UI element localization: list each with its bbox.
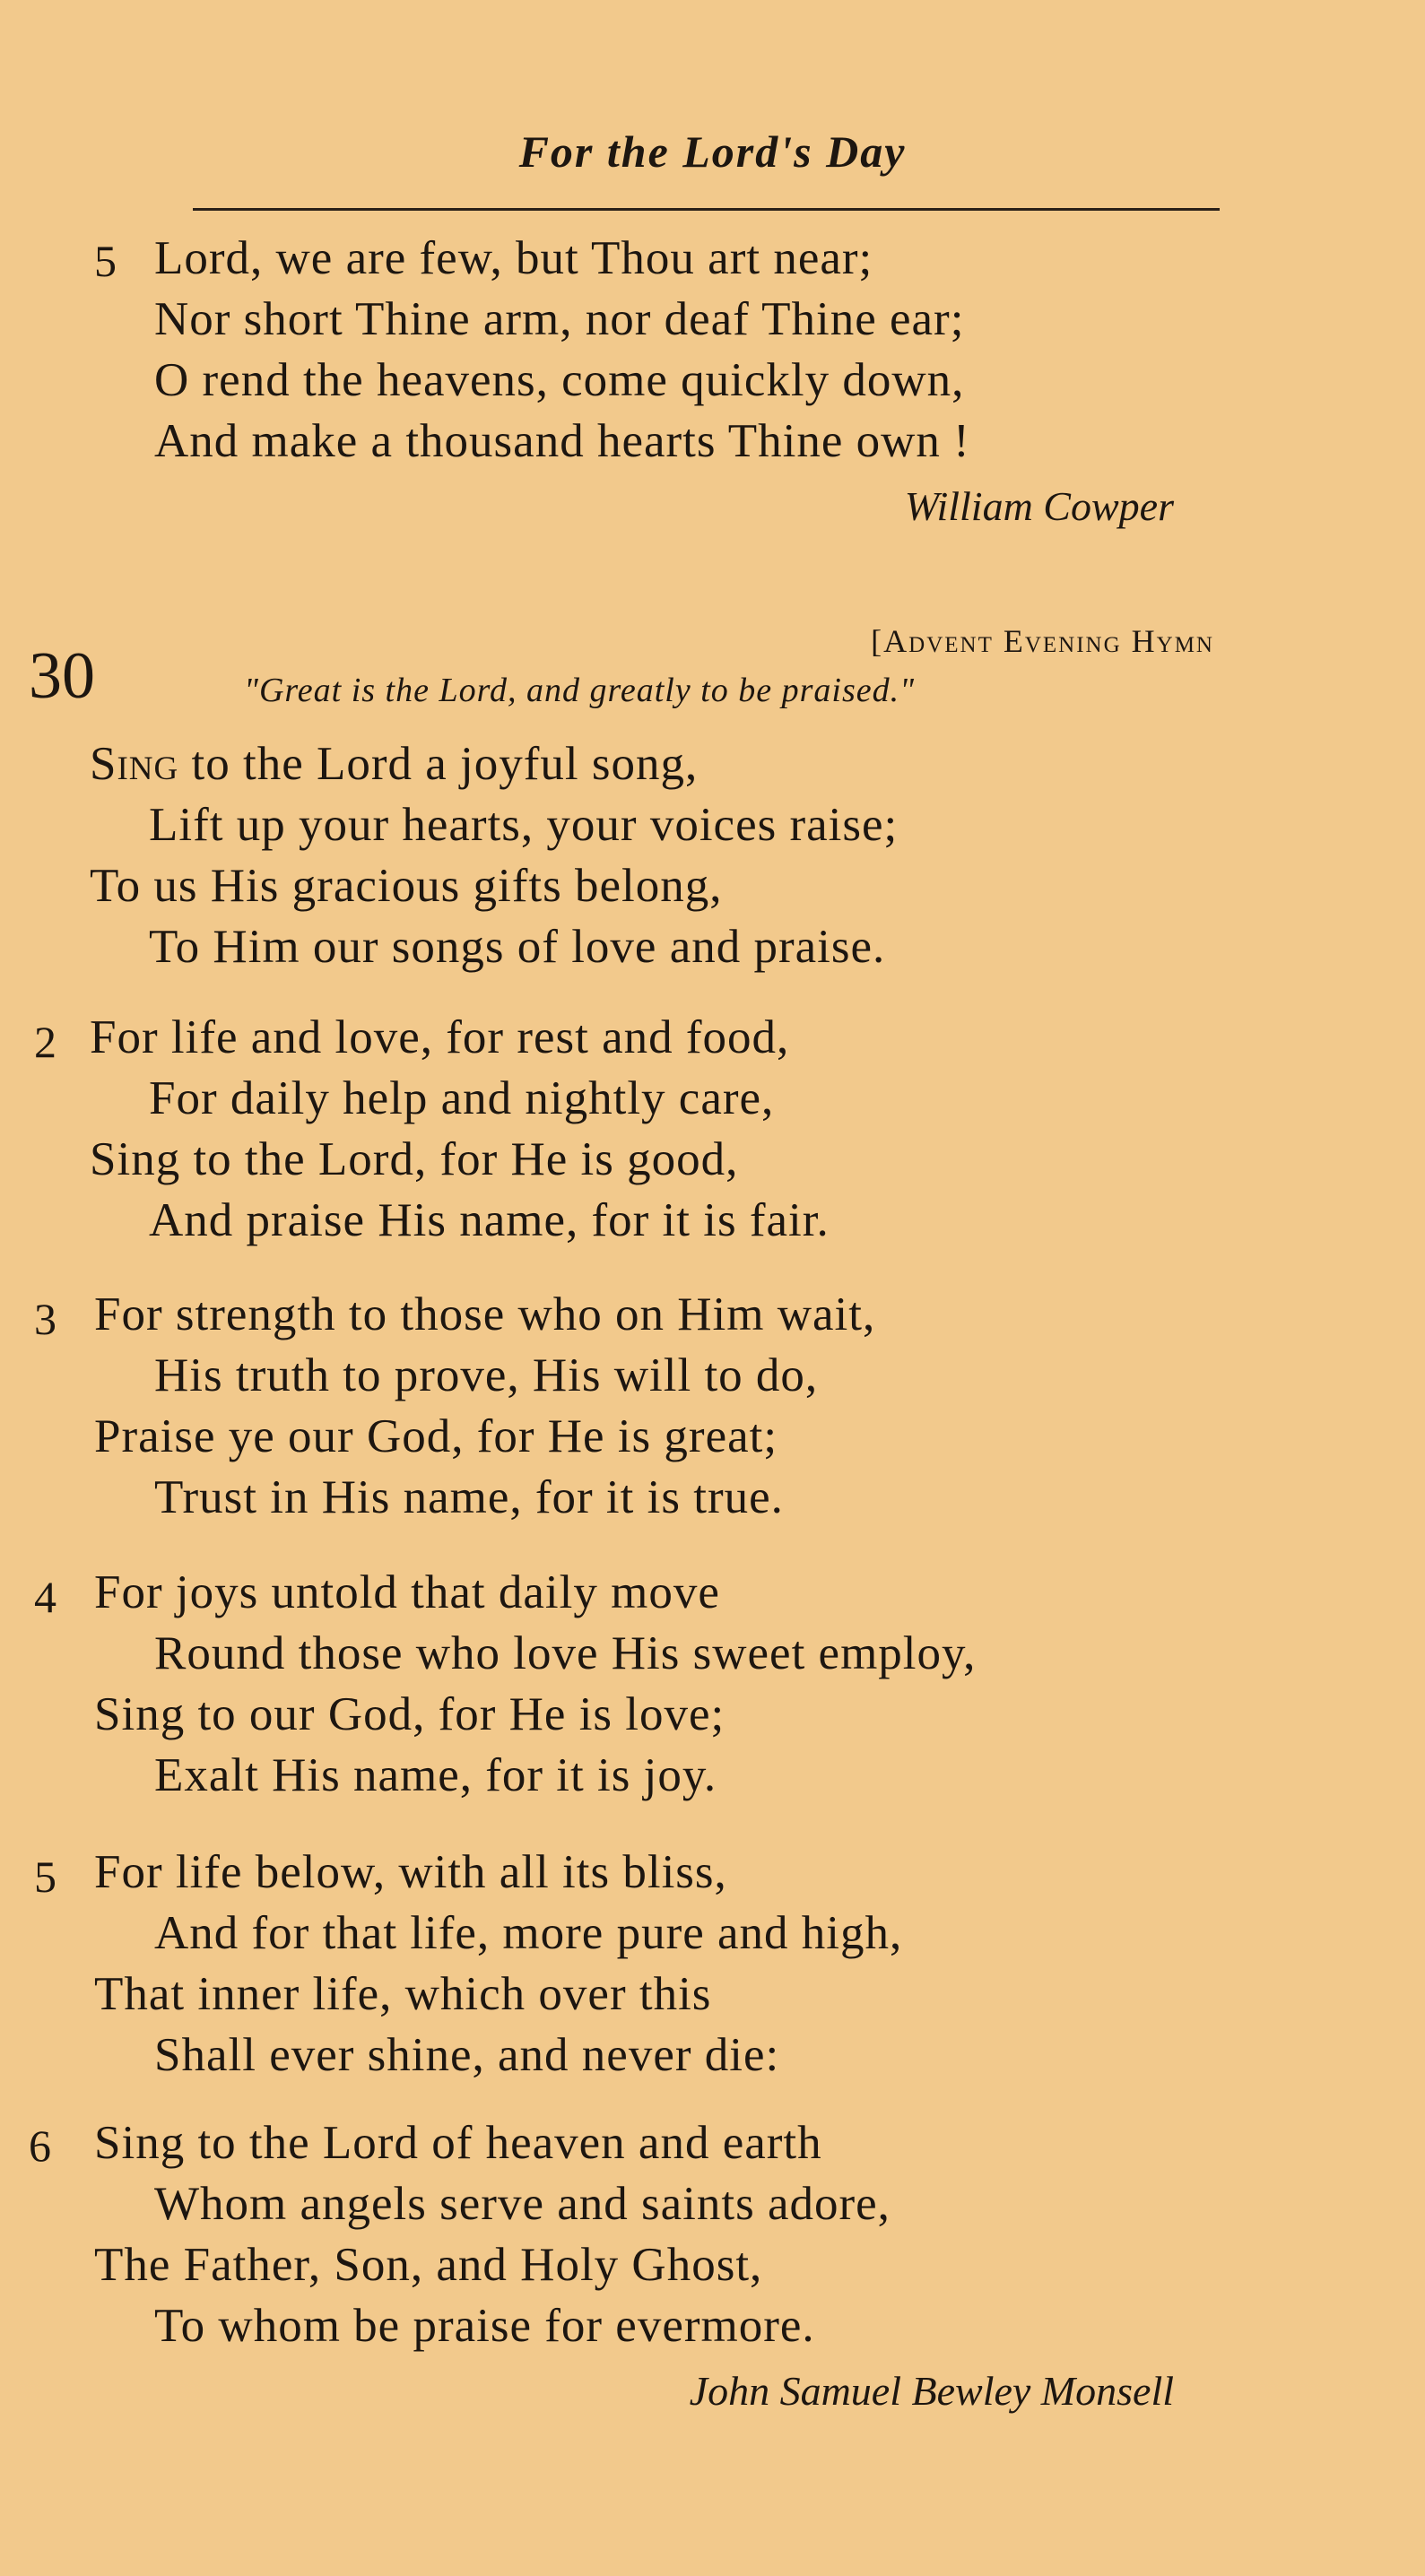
stanza-6-line-4: To whom be praise for evermore. [154,2300,815,2352]
stanza-1-line-4: To Him our songs of love and praise. [149,921,886,973]
stanza-6-line-2: Whom angels serve and saints adore, [154,2178,891,2230]
stanza-2-line-3: Sing to the Lord, for He is good, [90,1133,739,1185]
stanza-1-first-rest: to the Lord a joyful song, [178,738,699,790]
stanza-1-line-3: To us His gracious gifts belong, [90,860,723,912]
prev-line-3: O rend the heavens, come quickly down, [154,354,965,406]
stanza-5-line-3: That inner life, which over this [94,1968,712,2020]
stanza-3-line-2: His truth to prove, His will to do, [154,1349,819,1401]
stanza-6-line-3: The Father, Son, and Holy Ghost, [94,2239,763,2291]
stanza-3-line-4: Trust in His name, for it is true. [154,1471,784,1523]
stanza-3-line-1: For strength to those who on Him wait, [94,1288,876,1340]
stanza-5-line-2: And for that life, more pure and high, [154,1907,903,1959]
stanza-2-number: 2 [34,1017,56,1067]
stanza-1-line-2: Lift up your hearts, your voices raise; [149,799,899,851]
stanza-1-first-word: Sing [90,738,179,790]
stanza-5-number: 5 [34,1852,56,1902]
stanza-3-number: 3 [34,1294,56,1344]
stanza-6-number: 6 [29,2121,51,2171]
hymn-author: John Samuel Bewley Monsell [689,2368,1174,2414]
scripture-text: "Great is the Lord, and greatly to be praised." [244,672,916,709]
prev-line-2: Nor short Thine arm, nor deaf Thine ear; [154,293,965,345]
stanza-3-line-3: Praise ye our God, for He is great; [94,1410,778,1462]
stanza-4-number: 4 [34,1572,56,1622]
header-rule [193,208,1220,211]
prev-line-4: And make a thousand hearts Thine own ! [154,415,970,467]
stanza-4-line-2: Round those who love His sweet employ, [154,1627,977,1679]
stanza-4-line-1: For joys untold that daily move [94,1566,720,1618]
prev-stanza-number: 5 [94,236,117,286]
stanza-4-line-3: Sing to our God, for He is love; [94,1688,726,1740]
prev-author: William Cowper [904,483,1174,529]
tune-name: [Advent Evening Hymn [871,623,1214,659]
running-header: For the Lord's Day [518,126,907,177]
stanza-2-line-4: And praise His name, for it is fair. [149,1194,830,1246]
stanza-5-line-1: For life below, with all its bliss, [94,1846,727,1898]
stanza-1-line-1 [90,737,698,791]
hymn-number: 30 [29,639,95,713]
prev-line-1: Lord, we are few, but Thou art near; [154,232,873,284]
stanza-2-line-2: For daily help and nightly care, [149,1072,775,1124]
stanza-5-line-4: Shall ever shine, and never die: [154,2029,780,2081]
stanza-6-line-1: Sing to the Lord of heaven and earth [94,2117,822,2169]
stanza-2-line-1: For life and love, for rest and food, [90,1011,790,1063]
stanza-4-line-4: Exalt His name, for it is joy. [154,1749,717,1801]
